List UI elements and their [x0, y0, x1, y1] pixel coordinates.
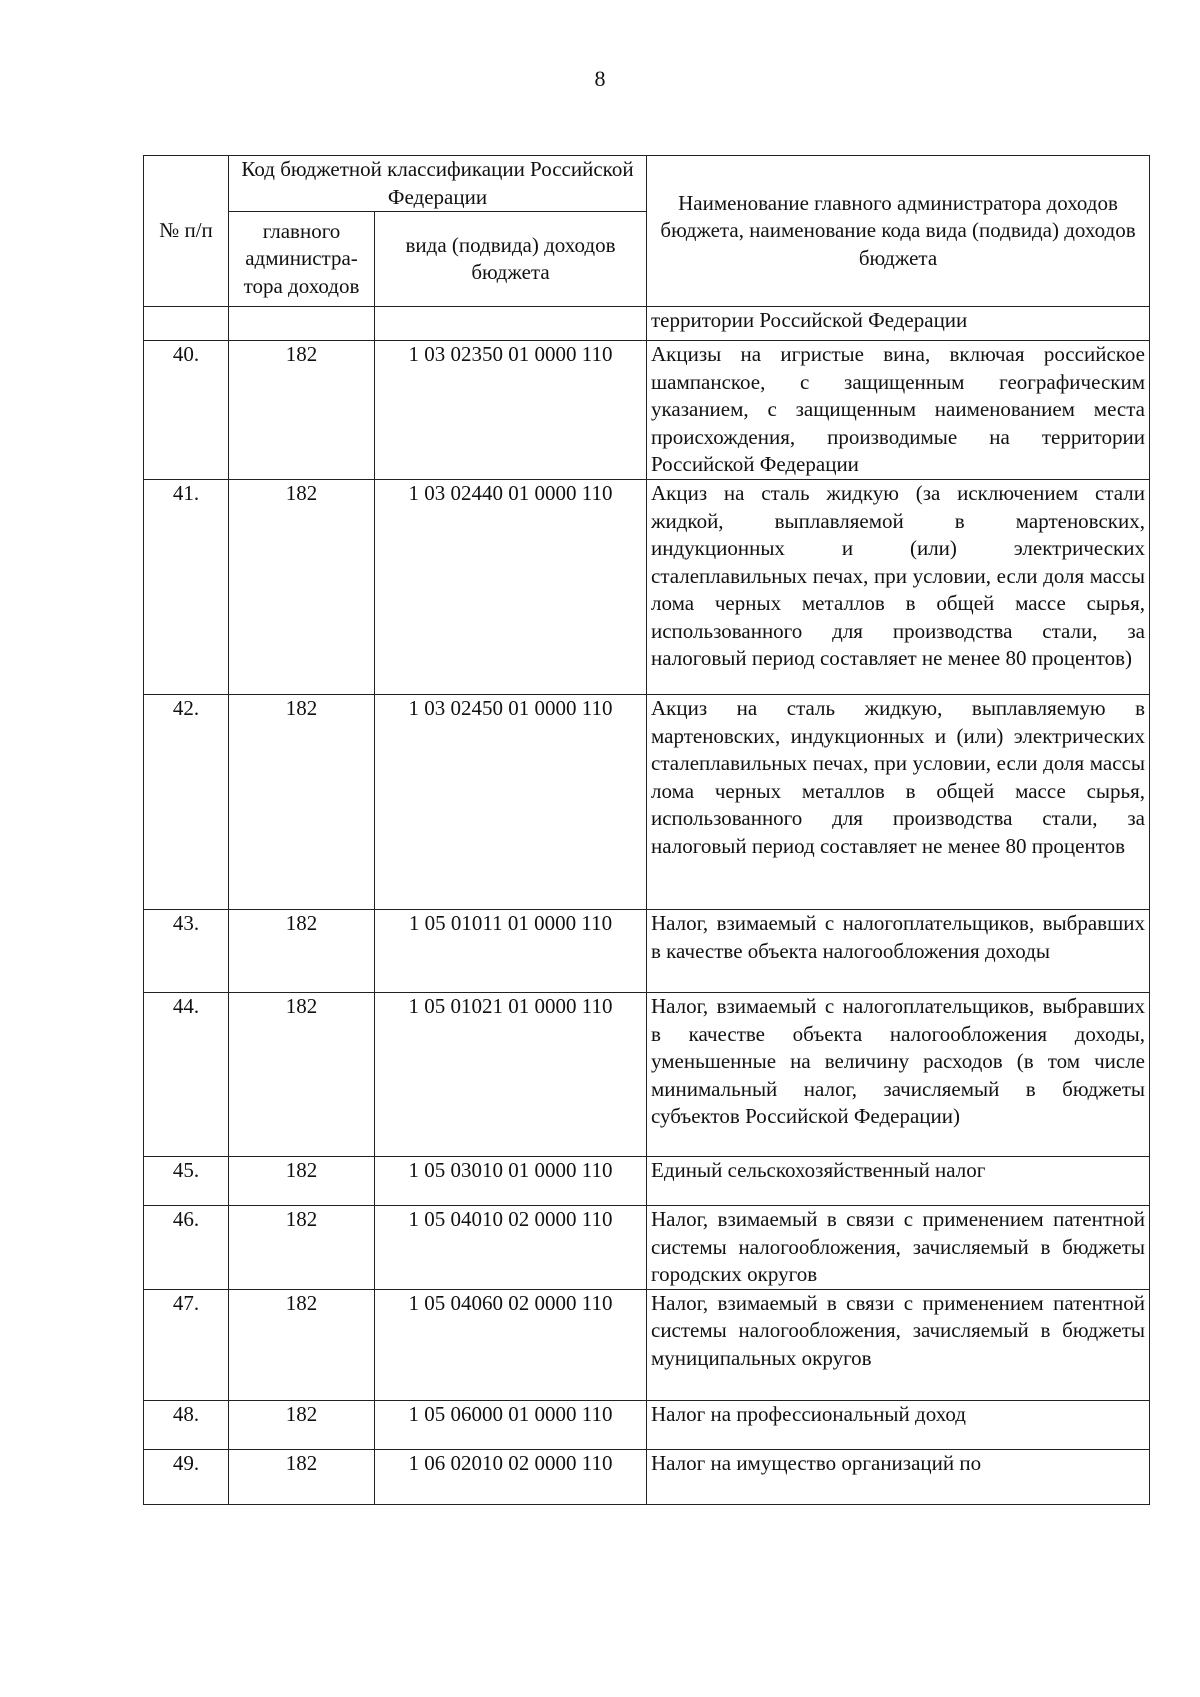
row-number-cell: 40.: [144, 341, 229, 480]
income-code-cell: 1 05 01011 01 0000 110: [375, 910, 647, 993]
row-number-cell: 47.: [144, 1289, 229, 1400]
income-name-cell: Налог на профессиональный доход: [647, 1400, 1150, 1449]
admin-code-cell: 182: [229, 695, 375, 910]
table-body: [144, 307, 1150, 1505]
admin-code-cell: [229, 307, 375, 341]
header-group: Код бюджетной классификации Российской Федерации: [229, 156, 647, 212]
admin-code-cell: 182: [229, 910, 375, 993]
row-number-cell: 46.: [144, 1206, 229, 1290]
income-name-cell: Налог, взимаемый в связи с применением патентной системы налогообложения, зачисляемый в бюджеты городских округов: [647, 1206, 1150, 1290]
header-num: № п/п: [144, 156, 229, 307]
table-row: [144, 1289, 1150, 1400]
income-code-cell: 1 05 01021 01 0000 110: [375, 993, 647, 1157]
row-number-cell: 42.: [144, 695, 229, 910]
table-row: [144, 910, 1150, 993]
income-code-cell: 1 05 03010 01 0000 110: [375, 1157, 647, 1206]
table-row: [144, 695, 1150, 910]
table-row: [144, 1400, 1150, 1449]
table-row: [144, 993, 1150, 1157]
income-name-cell: Налог, взимаемый в связи с применением патентной системы налогообложения, зачисляемый в бюджеты муниципальных округов: [647, 1289, 1150, 1400]
row-number-cell: 41.: [144, 480, 229, 695]
budget-classification-table: [143, 155, 1150, 1505]
table-row: [144, 1449, 1150, 1504]
table-row: [144, 307, 1150, 341]
row-number-cell: [144, 307, 229, 341]
row-number-cell: 45.: [144, 1157, 229, 1206]
income-code-cell: 1 03 02440 01 0000 110: [375, 480, 647, 695]
admin-code-cell: 182: [229, 1289, 375, 1400]
admin-code-cell: 182: [229, 1206, 375, 1290]
admin-code-cell: 182: [229, 1449, 375, 1504]
header-code: вида (подвида) доходов бюджета: [375, 212, 647, 307]
admin-code-cell: 182: [229, 993, 375, 1157]
table-row: [144, 480, 1150, 695]
income-code-cell: 1 05 06000 01 0000 110: [375, 1400, 647, 1449]
income-code-cell: 1 05 04010 02 0000 110: [375, 1206, 647, 1290]
table-row: [144, 1206, 1150, 1290]
admin-code-cell: 182: [229, 1400, 375, 1449]
income-name-cell: Налог на имущество организаций по: [647, 1449, 1150, 1504]
admin-code-cell: 182: [229, 341, 375, 480]
income-name-cell: Акциз на сталь жидкую (за исключением стали жидкой, выплавляемой в мартеновских, индукционных и (или) электрических сталеплавильных печах, при условии, если доля массы лома черных металлов в общей массе сырья, использованного для производства стали, за налоговый период составляет не менее 80 процентов): [647, 480, 1150, 695]
admin-code-cell: 182: [229, 1157, 375, 1206]
row-number-cell: 49.: [144, 1449, 229, 1504]
income-name-cell: Единый сельскохозяйственный налог: [647, 1157, 1150, 1206]
page-number: 8: [594, 66, 606, 91]
admin-code-cell: 182: [229, 480, 375, 695]
income-code-cell: 1 06 02010 02 0000 110: [375, 1449, 647, 1504]
income-name-cell: Акциз на сталь жидкую, выплавляемую в мартеновских, индукционных и (или) электрических сталеплавильных печах, при условии, если доля массы лома черных металлов в общей массе сырья, использованного для производства стали, за налоговый период составляет не менее 80 процентов: [647, 695, 1150, 910]
income-name-cell: Акцизы на игристые вина, включая российское шампанское, с защищенным географическим указанием, с защищенным наименованием места происхождения, производимые на территории Российской Федерации: [647, 341, 1150, 480]
income-code-cell: 1 05 04060 02 0000 110: [375, 1289, 647, 1400]
income-name-cell: Налог, взимаемый с налогоплательщиков, выбравших в качестве объекта налогообложения доходы: [647, 910, 1150, 993]
row-number-cell: 48.: [144, 1400, 229, 1449]
row-number-cell: 43.: [144, 910, 229, 993]
income-code-cell: 1 03 02350 01 0000 110: [375, 341, 647, 480]
table-row: [144, 1157, 1150, 1206]
table-row: [144, 341, 1150, 480]
income-name-cell: территории Российской Федерации: [647, 307, 1150, 341]
row-number-cell: 44.: [144, 993, 229, 1157]
header-admin: главного администра-тора доходов: [229, 212, 375, 307]
income-code-cell: [375, 307, 647, 341]
header-name: Наименование главного администратора доходов бюджета, наименование кода вида (подвида) доходов бюджета: [647, 156, 1150, 307]
income-name-cell: Налог, взимаемый с налогоплательщиков, выбравших в качестве объекта налогообложения доходы, уменьшенные на величину расходов (в том числе минимальный налог, зачисляемый в бюджеты субъектов Российской Федерации): [647, 993, 1150, 1157]
income-code-cell: 1 03 02450 01 0000 110: [375, 695, 647, 910]
